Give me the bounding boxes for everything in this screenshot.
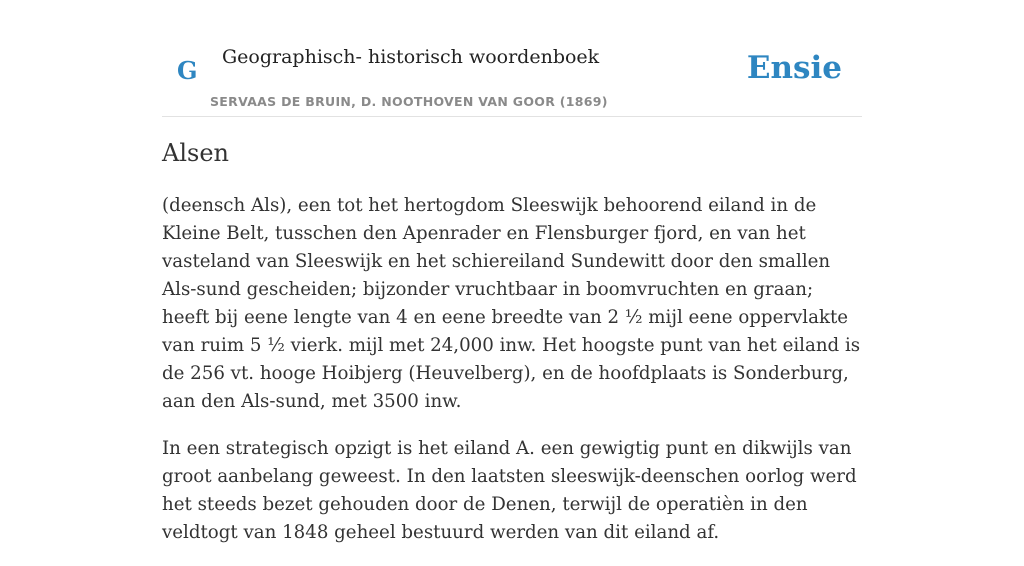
book-logo-letter[interactable]: G [177,56,198,85]
entry-paragraph: In een strategisch opzigt is het eiland A. een gewigtig punt en dikwijls van groot aanbelang geweest. In den laatsten sleeswijk-deenschen oorlog werd het steeds bezet gehouden door de Denen, terwijl de operatièn in den veldtogt van 1848 geheel bestuurd werden van dit eiland af. [162,438,857,543]
ensie-logo-link[interactable]: Ensie [746,50,842,86]
entry-paragraph: (deensch Als), een tot het hertogdom Sleeswijk behoorend eiland in de Kleine Belt, tusschen den Apenrader en Flensburger fjord, en van het vasteland van Sleeswijk en het schiereiland Sundewitt door den smallen Als-sund gescheiden; bijzonder vruchtbaar in boomvruchten en graan; heeft bij eene lengte van 4 en eene breedte van 2 ½ mijl eene oppervlakte van ruim 5 ½ vierk. mijl met 24,000 inw. Het hoogste punt van het eiland is de 256 vt. hooge Hoibjerg (Heuvelberg), en de hoofdplaats is Sonderburg, aan den Als-sund, met 3500 inw. [162,195,861,412]
book-title-link[interactable]: Geographisch- historisch woordenboek [222,46,600,68]
book-header [162,0,862,117]
book-author: SERVAAS DE BRUIN, D. NOOTHOVEN VAN GOOR (1869) [210,94,608,109]
entry-title: Alsen [162,139,229,167]
entry-content [162,192,862,566]
